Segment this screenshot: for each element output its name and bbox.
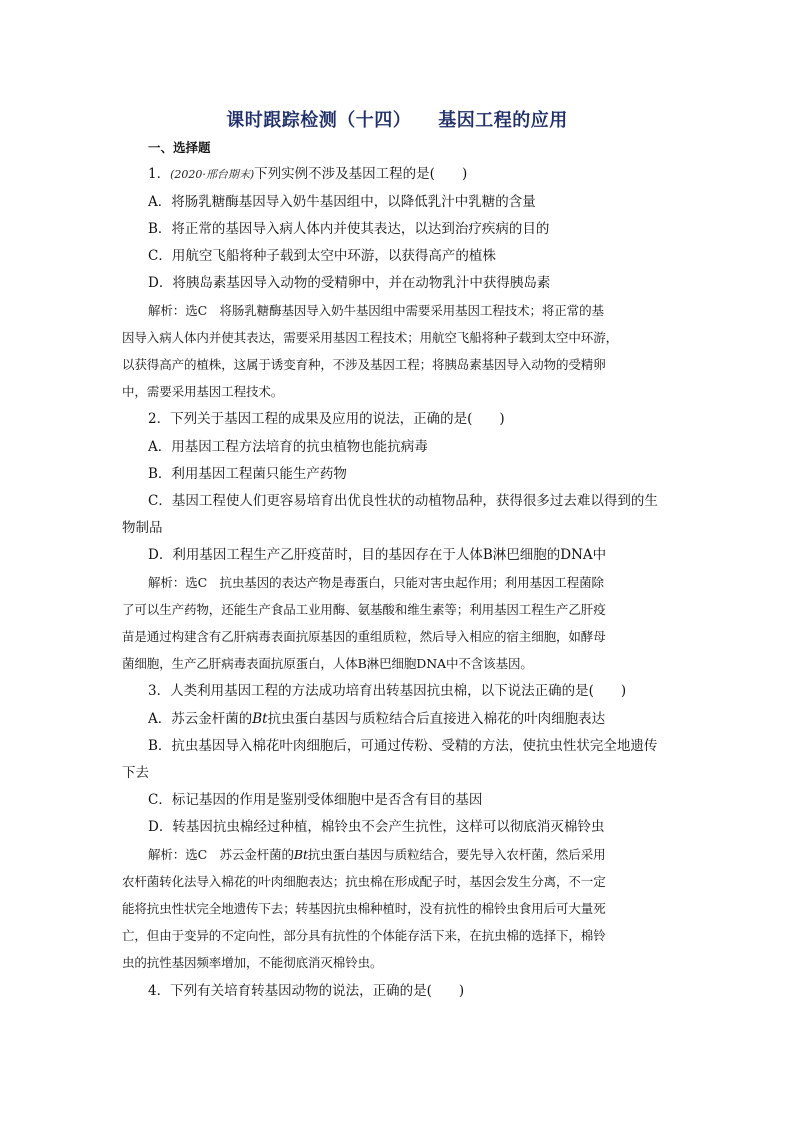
- q1-option-d: D．将胰岛素基因导入动物的受精卵中，并在动物乳汁中获得胰岛素: [148, 275, 551, 291]
- q1-option-b: B．将正常的基因导入病人体内并使其表达，以达到治疗疾病的目的: [148, 221, 550, 237]
- section-heading: 一、选择题: [148, 140, 211, 155]
- q2-option-c: C．基因工程使人们更容易培育出优良性状的动植物品种，获得很多过去难以得到的生: [148, 493, 658, 509]
- q2-option-b: B．利用基因工程菌只能生产药物: [148, 466, 347, 482]
- q1-explanation-line: 因导入病人体内并使其表达，需要采用基因工程技术；用航空飞船将种子载到太空中环游，: [122, 330, 619, 345]
- q1-explanation-line: 中，需要采用基因工程技术。: [122, 384, 284, 399]
- q2-explanation-line: 了可以生产药物，还能生产食品工业用酶、氨基酸和维生素等；利用基因工程生产乙肝疫: [122, 602, 606, 617]
- question-source: (2020·邢台期末): [170, 168, 255, 181]
- q3-explanation-line: 解析：选C 苏云金杆菌的Bt抗虫蛋白基因与质粒结合，要先导入农杆菌，然后采用: [148, 847, 606, 862]
- question-text: 下列实例不涉及基因工程的是( ): [254, 166, 468, 182]
- q2-option-a: A．用基因工程方法培育的抗虫植物也能抗病毒: [148, 439, 428, 455]
- q3-option-d: D．转基因抗虫棉经过种植，棉铃虫不会产生抗性，这样可以彻底消灭棉铃虫: [148, 819, 605, 835]
- q3-explanation-line: 亡，但由于变异的不定向性，部分具有抗性的个体能存活下来，在抗虫棉的选择下，棉铃: [122, 928, 606, 943]
- question-1-stem: [148, 164, 682, 185]
- page-title: 课时跟踪检测（十四） 基因工程的应用: [226, 110, 568, 131]
- q2-explanation-line: 解析：选C 抗虫基因的表达产物是毒蛋白，只能对害虫起作用；利用基因工程菌除: [148, 575, 604, 590]
- q3-option-c: C．标记基因的作用是鉴别受体细胞中是否含有目的基因: [148, 792, 483, 808]
- q3-explanation-line: 农杆菌转化法导入棉花的叶肉细胞表达；抗虫棉在形成配子时，基因会发生分离，不一定: [122, 874, 606, 889]
- q1-option-a: A．将肠乳糖酶基因导入奶牛基因组中，以降低乳汁中乳糖的含量: [148, 194, 536, 210]
- q3-option-b: B．抗虫基因导入棉花叶肉细胞后，可通过传粉、受精的方法，使抗虫性状完全地遗传: [148, 738, 658, 754]
- question-number: 1．: [148, 166, 171, 182]
- q2-explanation-line: 苗是通过构建含有乙肝病毒表面抗原基因的重组质粒，然后导入相应的宿主细胞，如酵母: [122, 629, 606, 644]
- q1-explanation-line: 以获得高产的植株，这属于诱变育种，不涉及基因工程；将胰岛素基因导入动物的受精卵: [122, 357, 606, 372]
- question-3-stem: 3．人类利用基因工程的方法成功培育出转基因抗虫棉，以下说法正确的是( ): [148, 683, 627, 699]
- q3-explanation-line: 能将抗虫性状完全地遗传下去；转基因抗虫棉种植时，没有抗性的棉铃虫食用后可大量死: [122, 901, 606, 916]
- q2-option-c-continued: 物制品: [122, 520, 163, 536]
- q3-explanation-line: 虫的抗性基因频率增加，不能彻底消灭棉铃虫。: [122, 955, 383, 970]
- q1-option-c: C．用航空飞船将种子载到太空中环游，以获得高产的植株: [148, 248, 496, 264]
- question-4-stem: 4．下列有关培育转基因动物的说法，正确的是( ): [148, 983, 465, 999]
- q3-option-b-continued: 下去: [122, 765, 149, 781]
- q2-explanation-line: 菌细胞，生产乙肝病毒表面抗原蛋白，人体B淋巴细胞DNA中不含该基因。: [122, 656, 533, 671]
- question-2-stem: 2．下列关于基因工程的成果及应用的说法，正确的是( ): [148, 411, 505, 427]
- q2-option-d: D．利用基因工程生产乙肝疫苗时，目的基因存在于人体B淋巴细胞的DNA中: [148, 547, 607, 563]
- q1-explanation-line: 解析：选C 将肠乳糖酶基因导入奶牛基因组中需要采用基因工程技术；将正常的基: [148, 303, 604, 318]
- q3-option-a: A．苏云金杆菌的Bt抗虫蛋白基因与质粒结合后直接进入棉花的叶肉细胞表达: [148, 711, 606, 727]
